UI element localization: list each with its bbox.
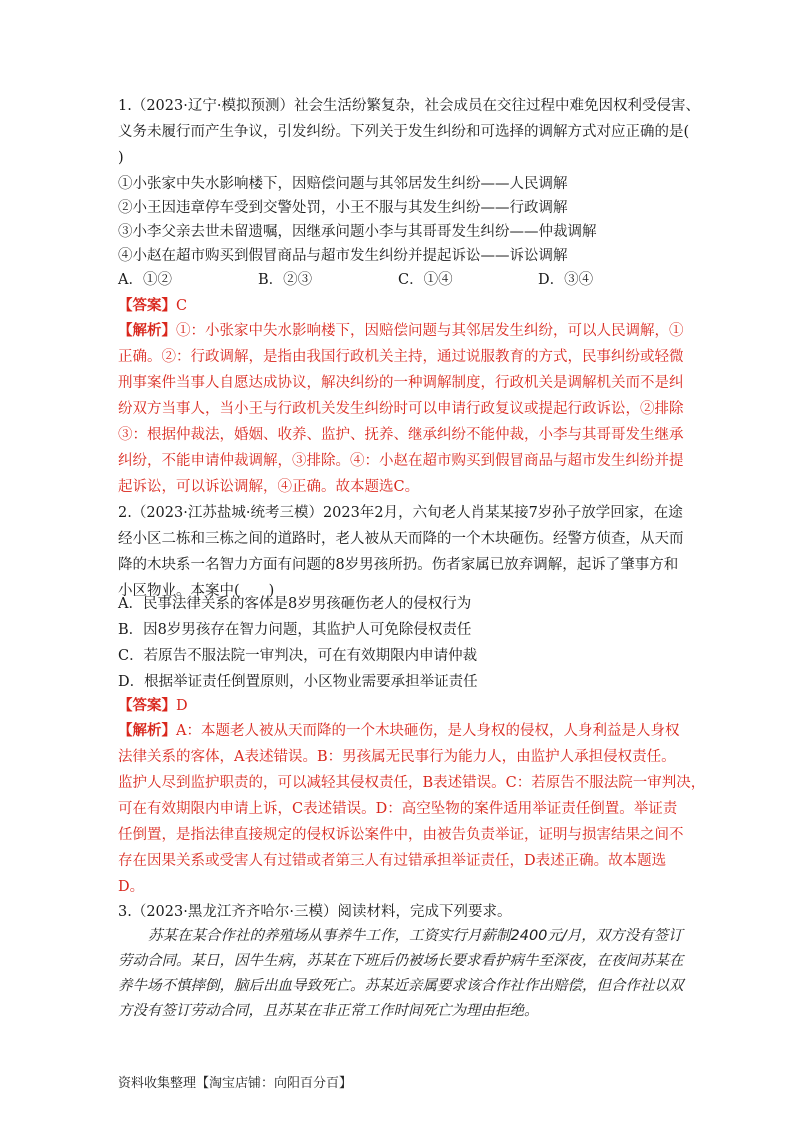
q2-answer-value: D — [176, 698, 188, 714]
q1-item: ②小王因违章停车受到交警处罚，小王不服与其发生纠纷——行政调解 — [118, 200, 568, 216]
q3-material-line: 养牛场不慎摔倒，脑后出血导致死亡。苏某近亲属要求该合作社作出赔偿，但合作社以双 — [118, 978, 684, 994]
q1-item: ④小赵在超市购买到假冒商品与超市发生纠纷并提起诉讼——诉讼调解 — [118, 248, 568, 264]
q1-stem-line: ) — [118, 150, 124, 166]
q2-option-c: C．若原告不服法院一审判决，可在有效期限内申请仲裁 — [118, 648, 478, 664]
q2-analysis-line: 监护人尽到监护职责的，可以减轻其侵权责任，B表述错误。C：若原告不服法院一审判决， — [118, 775, 706, 791]
page-footer: 资料收集整理【淘宝店铺：向阳百分百】 — [118, 1076, 353, 1091]
q2-analysis-line: D。 — [118, 879, 145, 895]
q2-option-b: B．因8岁男孩存在智力问题，其监护人可免除侵权责任 — [118, 622, 472, 638]
q1-analysis — [118, 318, 684, 500]
q3-stem: 3.（2023·黑龙江齐齐哈尔·三模）阅读材料，完成下列要求。 — [118, 904, 512, 920]
q2-analysis-label: 【解析】 — [118, 722, 176, 739]
q1-answer-label: 【答案】 — [118, 297, 176, 314]
q1-stem-line: 1.（2023·辽宁·模拟预测）社会生活纷繁复杂，社会成员在交往过程中难免因权利受侵害、 — [118, 98, 700, 114]
q2-stem-line: 经小区二栋和三栋之间的道路时，老人被从天而降的一个木块砸伤。经警方侦查，从天而 — [118, 531, 684, 547]
q3-material-line: 方没有签订劳动合同，且苏某在非正常工作时间死亡为理由拒绝。 — [118, 1003, 539, 1019]
q1-option-b: B．②③ — [258, 272, 313, 288]
q1-answer-value: C — [176, 298, 188, 314]
q2-analysis-line: A：本题老人被从天而降的一个木块砸伤，是人身权的侵权，人身利益是人身权 — [176, 723, 680, 739]
q1-analysis-line: 纷双方当事人，当小王与行政机关发生纠纷时可以申请行政复议或提起行政诉讼，②排除 — [118, 401, 684, 417]
q1-options — [118, 268, 678, 288]
q2-stem-line: 2.（2023·江苏盐城·统考三模）2023年2月，六旬老人肖某某接7岁孙子放学回家，在途 — [118, 505, 683, 521]
q1-analysis-line: 刑事案件当事人自愿达成协议，解决纠纷的一种调解制度，行政机关是调解机关而不是纠 — [118, 375, 684, 391]
q1-analysis-line: ①：小张家中失水影响楼下，因赔偿问题与其邻居发生纠纷，可以人民调解，① — [176, 323, 684, 339]
q2-option-a: A．民事法律关系的客体是8岁男孩砸伤老人的侵权行为 — [118, 596, 472, 612]
q3-material-line: 劳动合同。某日，因牛生病，苏某在下班后仍被场长要求看护病牛至深夜，在夜间苏某在 — [118, 953, 684, 969]
q1-analysis-line: 纠纷，不能申请仲裁调解，③排除。④：小赵在超市购买到假冒商品与超市发生纠纷并提 — [118, 453, 684, 469]
q1-answer — [118, 296, 187, 316]
q2-analysis-line: 存在因果关系或受害人有过错或者第三人有过错承担举证责任，D表述正确。故本题选 — [118, 853, 667, 869]
q2-stem-line: 降的木块系一名智力方面有问题的8岁男孩所扔。伤者家属已放弃调解，起诉了肇事方和 — [118, 557, 679, 573]
q1-option-d: D．③④ — [538, 272, 594, 288]
q2-stem — [118, 500, 684, 604]
q3-material-line: 苏某在某合作社的养殖场从事养牛工作，工资实行月薪制2400元/月，双方没有签订 — [148, 928, 683, 944]
q2-analysis-line: 法律关系的客体，A表述错误。B：男孩属无民事行为能力人，由监护人承担侵权责任。 — [118, 749, 676, 765]
q2-analysis-line: 可在有效期限内申请上诉，C表述错误。D：高空坠物的案件适用举证责任倒置。举证责 — [118, 801, 678, 817]
q1-item: ①小张家中失水影响楼下，因赔偿问题与其邻居发生纠纷——人民调解 — [118, 176, 568, 192]
q1-stem-line: 义务未履行而产生争议，引发纠纷。下列关于发生纠纷和可选择的调解方式对应正确的是( — [118, 124, 690, 140]
q1-item: ③小李父亲去世未留遗嘱，因继承问题小李与其哥哥发生纠纷——仲裁调解 — [118, 224, 597, 240]
q1-analysis-line: 起诉讼，可以诉讼调解，④正确。故本题选C。 — [118, 479, 420, 495]
q1-analysis-label: 【解析】 — [118, 322, 176, 339]
q2-answer — [118, 696, 188, 716]
q2-option-d: D．根据举证责任倒置原则，小区物业需要承担举证责任 — [118, 674, 478, 690]
q2-analysis — [118, 718, 706, 900]
q3-material — [118, 924, 684, 1024]
q2-answer-label: 【答案】 — [118, 697, 176, 714]
q1-option-c: C．①④ — [398, 272, 453, 288]
q1-option-a: A．①② — [118, 272, 172, 288]
q2-analysis-line: 任倒置，是指法律直接规定的侵权诉讼案件中，由被告负责举证，证明与损害结果之间不 — [118, 827, 684, 843]
q2-stem-line: 小区物业。本案中( ) — [118, 583, 275, 599]
q1-analysis-line: ③：根据仲裁法，婚姻、收养、监护、抚养、继承纠纷不能仲裁，小李与其哥哥发生继承 — [118, 427, 684, 443]
q1-analysis-line: 正确。②：行政调解，是指由我国行政机关主持，通过说服教育的方式，民事纠纷或轻微 — [118, 349, 684, 365]
